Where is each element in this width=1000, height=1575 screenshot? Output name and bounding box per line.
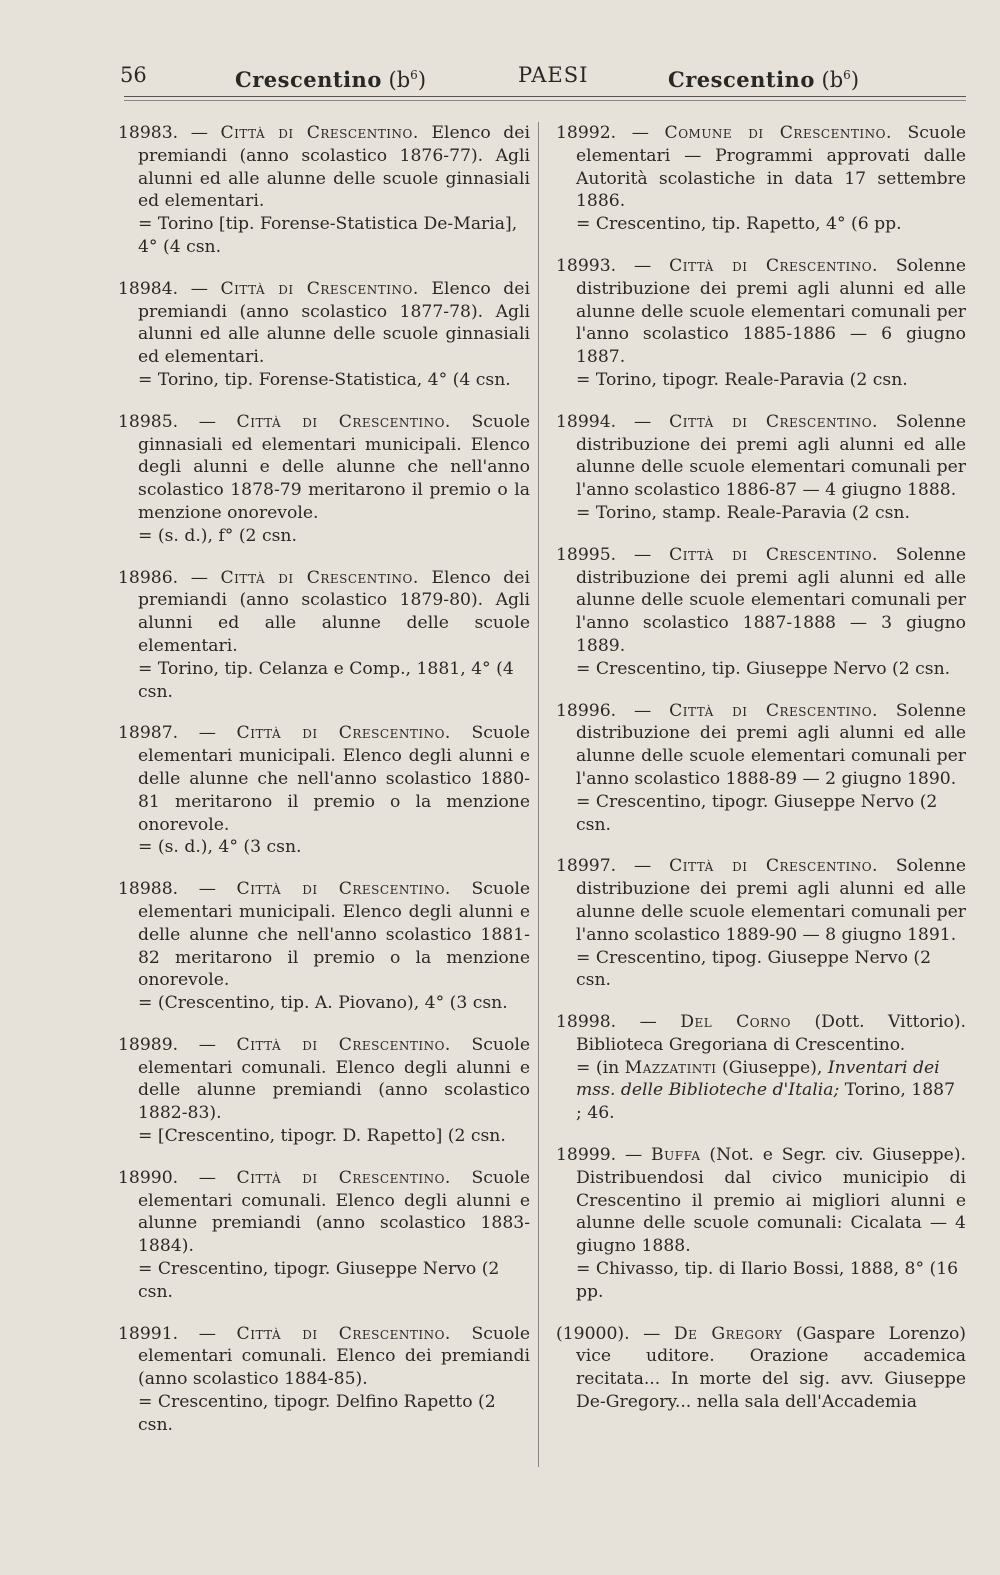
section-title: PAESI [518,63,589,87]
entry-19000: (19000). — De Gregory (Gaspare Lorenzo) vice uditore. Orazione accademica recitata... In morte del sig. avv. Giuseppe De-Gregory... nella sala dell'Accademia [556,1323,967,1413]
entry-18992: 18992. — Comune di Crescentino. Scuole elementari — Programmi approvati dalle Autorità scolastiche in data 17 settembre 1886. = Crescentino, tip. Rapetto, 4° (6 pp. [556,123,967,235]
entry-18997: 18997. — Città di Crescentino. Solenne distribuzione dei premi agli alunni ed alle alunne delle scuole elementari comunali per l'anno scolastico 1889-90 — 8 giugno 1891. = Crescentino, tipog. Giuseppe Nervo (2 csn. [556,856,967,991]
header-rule [124,96,966,97]
header-rule-thin [124,100,966,101]
right-column [556,122,966,1433]
entry-18995: 18995. — Città di Crescentino. Solenne distribuzione dei premi agli alunni ed alle alunne delle scuole elementari comunali per l'anno scolastico 1887-1888 — 3 giugno 1889. = Crescentino, tip. Giuseppe Nervo (2 csn. [556,544,967,679]
entry-18990: 18990. — Città di Crescentino. Scuole elementari comunali. Elenco degli alunni e alunne premiandi (anno scolastico 1883-1884). = Crescentino, tipogr. Giuseppe Nervo (2 csn. [118,1167,531,1302]
page-number: 56 [120,63,147,87]
left-running-title: Crescentino $(b^6)$ [235,67,427,92]
entry-18987: 18987. — Città di Crescentino. Scuole elementari municipali. Elenco degli alunni e delle alunne che nell'anno scolastico 1880-81 meritarono il premio o la menzione onorevole. = (s. d.), 4° (3 csn. [118,723,531,858]
entry-18985: 18985. — Città di Crescentino. Scuole ginnasiali ed elementari municipali. Elenco degli alunni e delle alunne che nell'anno scolastico 1878-79 meritarono il premio o la menzione onorevole. = (s. d.), f° (2 csn. [118,411,531,546]
entry-18991: 18991. — Città di Crescentino. Scuole elementari comunali. Elenco dei premiandi (anno scolastico 1884-85). = Crescentino, tipogr. Delfino Rapetto (2 csn. [118,1323,531,1435]
entry-18989: 18989. — Città di Crescentino. Scuole elementari comunali. Elenco degli alunni e delle alunne premiandi (anno scolastico 1882-83). = [Crescentino, tipogr. D. Rapetto] (2 csn. [118,1034,531,1147]
entry-18984: 18984. — Città di Crescentino. Elenco dei premiandi (anno scolastico 1877-78). Agli alunni ed alle alunne delle scuole ginnasiali ed elementari. = Torino, tip. Forense-Statistica, 4° (4 csn. [118,278,530,390]
column-divider [538,122,539,1467]
entry-18998: 18998. — Del Corno (Dott. Vittorio). Biblioteca Gregoriana di Crescentino. = (in Mazzatinti (Giuseppe), Inventari dei mss. delle Biblioteche d'Italia; Torino, 1887 ; 46. [556,1012,966,1124]
entry-18986: 18986. — Città di Crescentino. Elenco dei premiandi (anno scolastico 1879-80). Agli alunni ed alle alunne delle scuole elementari. = Torino, tip. Celanza e Comp., 1881, 4° (4 csn. [118,567,530,702]
entry-18999: 18999. — Buffa (Not. e Segr. civ. Giuseppe). Distribuendosi dal civico municipio di Crescentino il premio ai migliori alunni e alunne delle scuole comunali: Cicalata — 4 giugno 1888. = Chivasso, tip. di Ilario Bossi, 1888, 8° (16 pp. [556,1145,966,1302]
entry-18994: 18994. — Città di Crescentino. Solenne distribuzione dei premi agli alunni ed alle alunne delle scuole elementari comunali per l'anno scolastico 1886-87 — 4 giugno 1888. = Torino, stamp. Reale-Paravia (2 csn. [556,411,967,523]
left-column [118,122,530,1456]
right-running-title: Crescentino $(b^6)$ [668,67,860,92]
entry-18988: 18988. — Città di Crescentino. Scuole elementari municipali. Elenco degli alunni e delle alunne che nell'anno scolastico 1881-82 meritarono il premio o la menzione onorevole. = (Crescentino, tip. A. Piovano), 4° (3 csn. [118,879,531,1014]
entry-18983: 18983. — Città di Crescentino. Elenco dei premiandi (anno scolastico 1876-77). Agli alunni ed alle alunne delle scuole ginnasiali ed elementari. = Torino [tip. Forense-Statistica De-Maria], 4° (4 csn. [118,123,530,257]
entry-18996: 18996. — Città di Crescentino. Solenne distribuzione dei premi agli alunni ed alle alunne delle scuole elementari comunali per l'anno scolastico 1888-89 — 2 giugno 1890. = Crescentino, tipogr. Giuseppe Nervo (2 csn. [556,700,967,835]
running-header [120,58,960,92]
entry-18993: 18993. — Città di Crescentino. Solenne distribuzione dei premi agli alunni ed alle alunne delle scuole elementari comunali per l'anno scolastico 1885-1886 — 6 giugno 1887. = Torino, tipogr. Reale-Paravia (2 csn. [556,255,967,390]
